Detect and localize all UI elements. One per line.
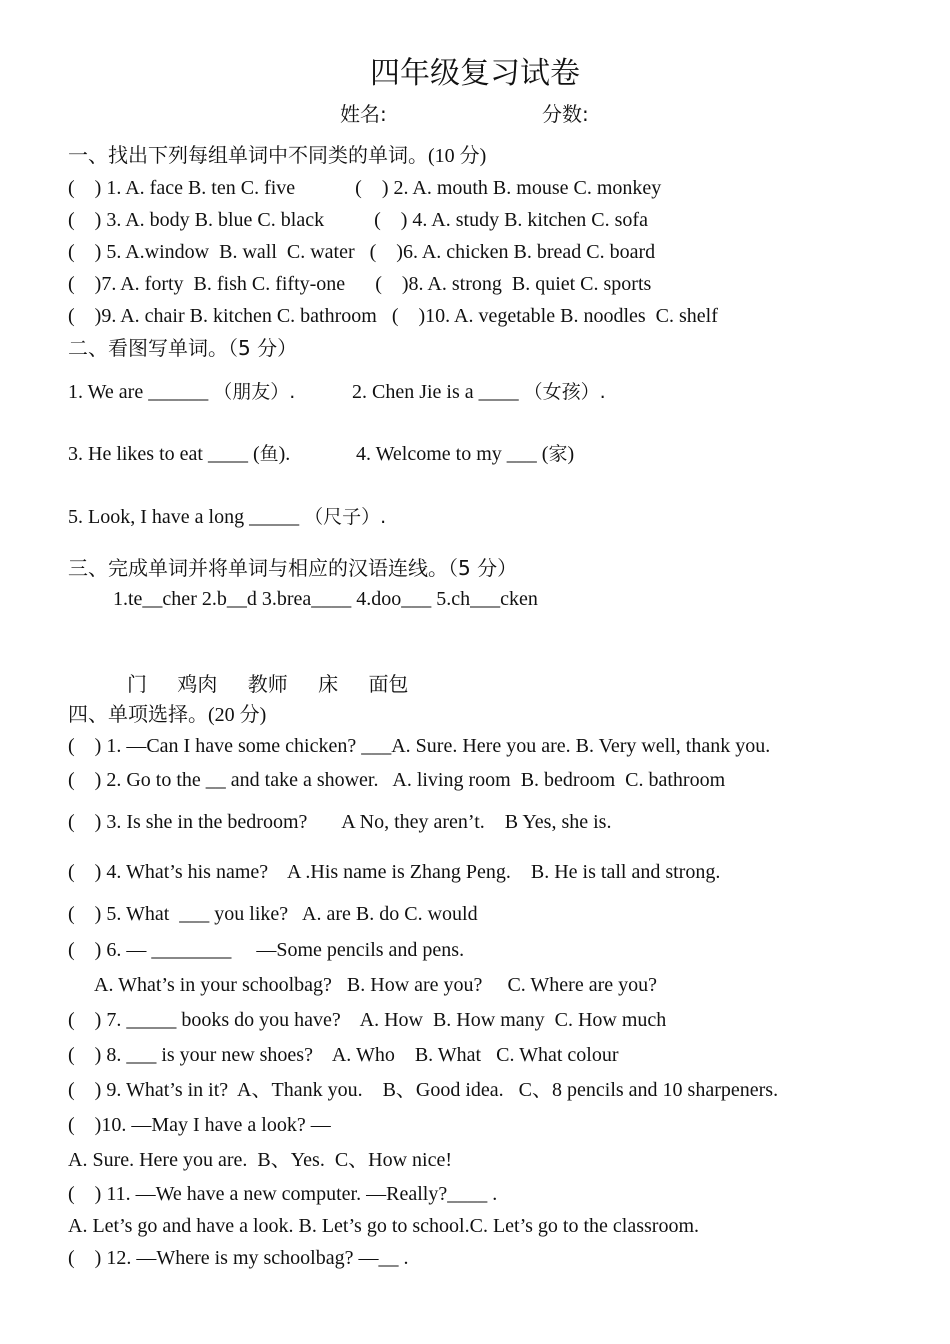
section4-question: ( ) 9. What’s in it? A、Thank you. B、Good idea. C、8 pencils and 10 sharpeners. [68,1079,779,1101]
section4-question: ( ) 6. — ________ —Some pencils and pens. [68,939,465,961]
section4-options: A. Let’s go and have a look. B. Let’s go to school.C. Let’s go to the classroom. [68,1215,700,1237]
section4-options: A. Sure. Here you are. B、Yes. C、How nice! [68,1149,453,1171]
word-bank-item: 教师 [247,672,288,696]
section2-q2: 2. Chen Jie is a ____ （女孩）. [352,381,606,403]
score-label: 分数: [542,102,589,126]
section2-heading: 二、看图写单词。（5 分） [68,336,298,360]
word-bank [127,670,432,698]
word-bank-item: 门 [127,672,147,696]
section4-question: ( ) 2. Go to the __ and take a shower. A. living room B. bedroom C. bathroom [68,769,726,791]
section1-question: ( )7. A. forty B. fish C. fifty-one ( )8. A. strong B. quiet C. sports [68,273,652,295]
section4-heading: 四、单项选择。(20 分) [68,702,267,726]
section4-question: ( ) 8. ___ is your new shoes? A. Who B. What C. What colour [68,1044,619,1066]
section3-heading: 三、完成单词并将单词与相应的汉语连线。（5 分） [68,556,518,580]
section2-q4: 4. Welcome to my ___ (家) [356,443,575,465]
section3-words: 1.te__cher 2.b__d 3.brea____ 4.doo___ 5.ch___cken [113,588,538,610]
section1-question: ( ) 1. A. face B. ten C. five ( ) 2. A. mouth B. mouse C. monkey [68,177,662,199]
section4-question: ( ) 1. —Can I have some chicken? ___A. Sure. Here you are. B. Very well, thank you. [68,735,771,757]
section2-q5: 5. Look, I have a long _____ （尺子）. [68,506,387,528]
word-bank-item: 面包 [368,672,409,696]
section1-question: ( )9. A. chair B. kitchen C. bathroom ( )10. A. vegetable B. noodles C. shelf [68,305,718,327]
word-bank-item: 床 [318,672,339,696]
section2-q1: 1. We are ______ （朋友）. [68,381,296,403]
section4-options: A. What’s in your schoolbag? B. How are you? C. Where are you? [94,974,657,996]
section1-heading: 一、找出下列每组单词中不同类的单词。(10 分) [68,143,487,167]
section4-question: ( ) 4. What’s his name? A .His name is Zhang Peng. B. He is tall and strong. [68,861,721,883]
name-label: 姓名: [340,102,387,126]
section4-question: ( )10. —May I have a look? — [68,1114,331,1136]
page-title: 四年级复习试卷 [370,56,580,91]
section4-question: ( ) 3. Is she in the bedroom? A No, they aren’t. B Yes, she is. [68,811,612,833]
section4-question: ( ) 7. _____ books do you have? A. How B. How many C. How much [68,1009,667,1031]
section4-question: ( ) 12. —Where is my schoolbag? —__ . [68,1247,409,1269]
section1-question: ( ) 3. A. body B. blue C. black ( ) 4. A. study B. kitchen C. sofa [68,209,648,231]
section4-question: ( ) 5. What ___ you like? A. are B. do C. would [68,903,478,925]
section4-question: ( ) 11. —We have a new computer. —Really?____ . [68,1183,498,1205]
word-bank-item: 鸡肉 [177,672,218,696]
section2-q3: 3. He likes to eat ____ (鱼). [68,443,291,465]
section1-question: ( ) 5. A.window B. wall C. water ( )6. A. chicken B. bread C. board [68,241,656,263]
